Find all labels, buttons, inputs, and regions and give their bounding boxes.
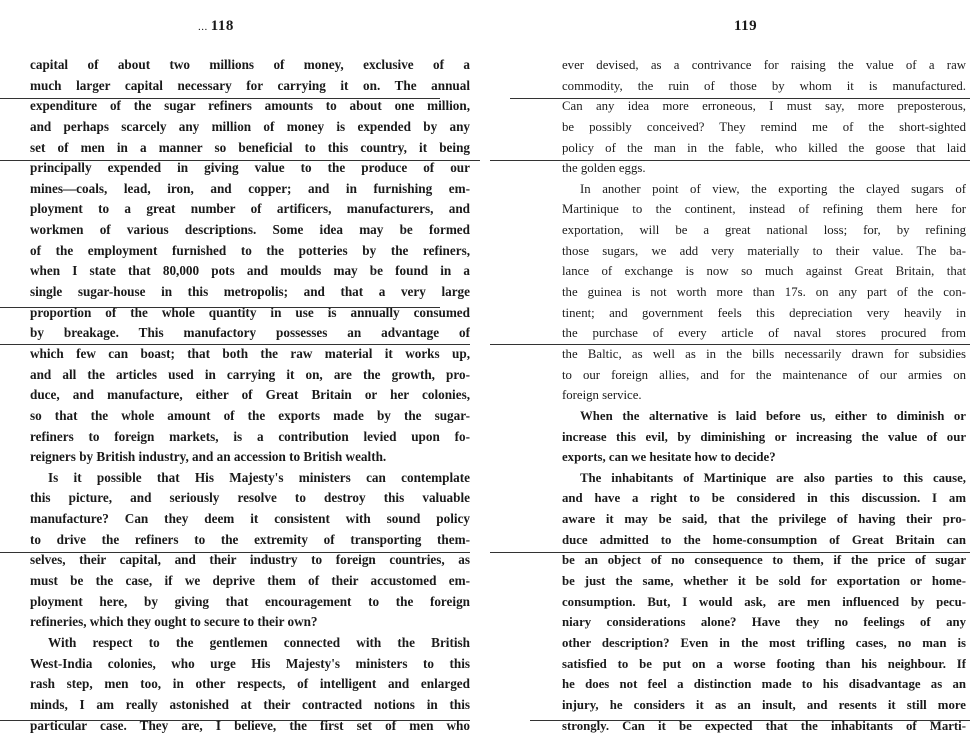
text-line: consumption. But, I would ask, are men influenced by pecu- [562, 594, 966, 609]
text-line: reigners by British industry, and an accession to British wealth. [30, 449, 387, 465]
text-line: to our foreign allies, and for the maintenance of our armies on [562, 367, 966, 382]
text-line: injury, he considers it as an insult, and resents it still more [562, 697, 966, 712]
text-line: and have a right to be considered in this discussion. I am [562, 491, 966, 506]
text-line: Can any idea more erroneous, I must say, more preposterous, [562, 99, 966, 114]
left-page-text [30, 55, 470, 736]
text-line: manufacture? Can they deem it consistent with sound policy [30, 511, 470, 527]
text-line: selves, their capital, and their industry to foreign countries, as [30, 552, 470, 568]
rule-line [0, 98, 440, 99]
text-line: Is it possible that His Majesty's ministers can contemplate [48, 469, 470, 485]
rule-line [510, 98, 970, 99]
page-number-right: 119 [734, 18, 758, 34]
text-line: foreign service. [562, 388, 642, 403]
text-line: and perhaps scarcely any million of money is expended by any [30, 118, 470, 134]
text-line: principally expended in giving value to the produce of our [30, 160, 470, 176]
rule-line [490, 344, 970, 345]
text-line: policy of the man in the fable, who killed the goose that laid [562, 140, 966, 155]
text-line: minds, I am really astonished at their contracted notions in this [30, 696, 470, 712]
text-line: refiners to foreign markets, is a contribution levied upon fo- [30, 428, 470, 444]
text-line: commodity, the ruin of those by whom it is manufactured. [562, 78, 966, 93]
rule-line [490, 552, 970, 553]
text-line: to drive the refiners to the extremity of transporting them- [30, 531, 470, 547]
text-line: must be the case, if we deprive them of their accustomed em- [30, 573, 470, 589]
text-line: The inhabitants of Martinique are also parties to this cause, [580, 470, 966, 485]
text-line: of the employment furnished to the potteries by the refiners, [30, 242, 470, 258]
text-line: strongly. Can it be expected that the inhabitants of Marti- [562, 718, 966, 733]
text-line: rash step, men too, in other respects, of intelligent and enlarged [30, 676, 470, 692]
text-line: duce admitted to the home-consumption of Great Britain can [562, 532, 966, 547]
text-line: and all the articles used in carrying it on, are the growth, pro- [30, 366, 470, 382]
right-page-text [562, 55, 966, 736]
text-line: much larger capital necessary for carrying it on. The annual [30, 77, 470, 93]
text-line: the purchase of every article of naval stores procured from [562, 326, 966, 341]
text-line: when I state that 80,000 pots and moulds may be found in a [30, 263, 470, 279]
text-line: be an object of no consequence to them, if the price of sugar [562, 553, 966, 568]
text-line: workmen of various descriptions. Some idea may be formed [30, 222, 470, 238]
text-line: lance of exchange is now so much against Great Britain, that [562, 264, 966, 279]
rule-line [0, 344, 470, 345]
text-line: Martinique to the continent, instead of refining them here for [562, 202, 966, 217]
text-line: exports, can we hesitate how to decide? [562, 450, 776, 465]
text-line: other description? Even in the most trifling cases, no man is [562, 635, 966, 650]
text-line: exportation, will be a great national loss; for, by refining [562, 223, 966, 238]
text-line: When the alternative is laid before us, either to diminish or [580, 408, 966, 423]
text-line: be possibly conceived? They remind me of the short-sighted [562, 119, 966, 134]
page-number-left [198, 18, 234, 35]
text-line: ever devised, as a contrivance for raising the value of a raw [562, 58, 966, 72]
folio-prefix: ... [198, 21, 208, 33]
text-line: niary considerations alone? Have they no feelings of any [562, 615, 966, 630]
text-line: With respect to the gentlemen connected with the British [48, 634, 470, 650]
rule-line [0, 160, 480, 161]
text-line: which few can boast; that both the raw material it works up, [30, 345, 470, 361]
folio-number: 118 [210, 18, 234, 34]
text-line: In another point of view, the exporting the clayed sugars of [580, 181, 966, 196]
text-line: tinent; and government feels this depreciation very heavily in [562, 305, 966, 320]
rule-line [0, 552, 470, 553]
rule-line [0, 307, 440, 308]
right-page [490, 0, 980, 751]
text-line: he does not feel a distinction made to his disadvantage as an [562, 677, 966, 692]
text-line: set of men in a manner so beneficial to this country, it being [30, 139, 470, 155]
rule-line [530, 720, 970, 721]
text-line: refineries, which they ought to secure to their own? [30, 614, 318, 630]
rule-line [490, 160, 970, 161]
text-line: ployment here, by giving that encouragement to the foreign [30, 593, 470, 609]
text-line: duce, and manufacture, either of Great Britain or her colonies, [30, 387, 470, 403]
text-line: expenditure of the sugar refiners amounts to about one million, [30, 98, 470, 114]
text-line: those sugars, we add very materially to their value. The ba- [562, 243, 966, 258]
text-line: particular case. They are, I believe, the first set of men who [30, 717, 470, 733]
text-line: so that the whole amount of the exports made by the sugar- [30, 407, 470, 423]
text-line: aware it may be said, that the privilege of having their pro- [562, 512, 966, 527]
text-line: single sugar-house in this metropolis; and that a very large [30, 284, 470, 300]
rule-line [0, 720, 470, 721]
text-line: ployment to a great number of artificers, manufacturers, and [30, 201, 470, 217]
text-line: be just the same, whether it be sold for exportation or home- [562, 574, 966, 589]
text-line: the golden eggs. [562, 161, 646, 176]
text-line: mines—coals, lead, iron, and copper; and in furnishing em- [30, 180, 470, 196]
text-line: increase this evil, by diminishing or increasing the value of our [562, 429, 966, 444]
text-line: proportion of the whole quantity in use is annually consumed [30, 304, 470, 320]
text-line: this picture, and seriously resolve to destroy this valuable [30, 490, 470, 506]
text-line: the Baltic, as well as in the bills necessarily drawn for subsidies [562, 346, 966, 361]
text-line: the guinea is not worth more than 17s. on any part of the con- [562, 285, 966, 300]
text-line: satisfied to be put on a worse footing than his neighbour. If [562, 656, 966, 671]
text-line: by breakage. This manufactory possesses an advantage of [30, 325, 470, 341]
text-line: West-India colonies, who urge His Majesty's ministers to this [30, 655, 470, 671]
text-line: capital of about two millions of money, exclusive of a [30, 57, 470, 72]
